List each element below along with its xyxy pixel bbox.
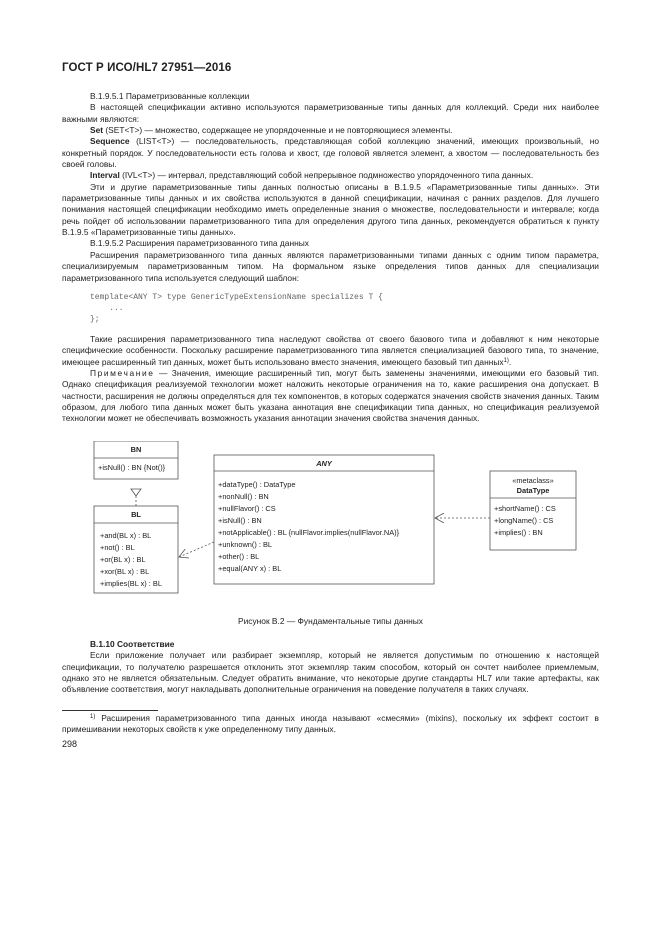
code-line: ...	[90, 303, 124, 313]
any-title: ANY	[316, 458, 332, 468]
dependency-any-bl	[179, 542, 214, 557]
heading-param-collections: В.1.9.5.1 Параметризованные коллекции	[90, 91, 250, 101]
datatype-stereotype: «metaclass»	[512, 475, 554, 485]
footnote	[62, 713, 599, 736]
footnote-mark: 1)	[90, 713, 96, 720]
class-bl	[94, 506, 178, 593]
page-header: ГОСТ Р ИСО/HL7 27951—2016	[62, 62, 232, 74]
paragraph-conformance: Если приложение получает или разбирает экземпляр, который не является допустимым по отношению к настоящей спецификации, то получателю разрешается отклонить этот экземпляр таким способом, который он сочтет наиболее приемлемым, однако это не является обязательным. Следует обратить внимание, что некоторые другие стандарты HL7 или такие артефакты, как объявление соответствия, могут накладывать дополнительные ограничения на поведение получателя в таких случаях.	[62, 650, 599, 695]
interval-desc: (IVL<T>) — интервал, представляющий собой непрерывное подмножество упорядоченного типа данных.	[119, 170, 534, 181]
section-heading-conformance: В.1.10 Соответствие	[90, 638, 175, 649]
note-label: Примечание	[90, 367, 155, 378]
footnote-ref: 1)	[503, 357, 509, 364]
page-number: 298	[62, 739, 78, 750]
heading-extensions: В.1.9.5.2 Расширения параметризованного типа данных	[90, 238, 309, 249]
datatype-op: +implies() : BN	[494, 527, 543, 537]
set-desc: (SET<T>) — множество, содержащее не упорядоченные и не повторяющиеся элементы.	[103, 125, 453, 136]
paragraph-sequence	[62, 136, 599, 170]
any-op: +other() : BL	[218, 551, 260, 561]
sequence-desc: (LIST<T>) — последовательность, представляющая собой коллекцию значений, имеющих произвольный, но конкретный порядок. У последовательности есть голова и хвост, где головой является элемент, а хвостом — последовательность без своей головы.	[62, 136, 599, 170]
term-interval: Interval	[90, 170, 120, 181]
bl-op: +implies(BL x) : BL	[100, 578, 162, 588]
bl-op: +or(BL x) : BL	[100, 554, 146, 564]
figure-caption: Рисунок В.2 — Фундаментальные типы данных	[238, 615, 423, 626]
datatype-op: +shortName() : CS	[494, 503, 556, 513]
code-line: template<ANY T> type GenericTypeExtensionName specializes T {	[90, 292, 383, 302]
paragraph-inheritance	[62, 334, 599, 368]
code-line: };	[90, 314, 100, 324]
note-text: — Значения, имеющие расширенный тип, могут быть заменены значениями, имеющими его базовый тип. Однако спецификация реализуемой технологии может наложить некоторые ограничения на то, какие расширения она допускает. В частности, расширения не должны определяться для тех компонентов, в которых содержатся значения свойств значения данных. Таким образом, для любого типа данных может быть указана аннотация вне спецификации типа данных, но спецификация реализуемой технологии может не обеспечивать возможность указания аннотации значения свойства значения данных.	[62, 367, 599, 424]
bl-op: +xor(BL x) : BL	[100, 566, 150, 576]
inheritance-end: .	[508, 356, 512, 367]
any-op: +dataType() : DataType	[218, 479, 296, 489]
footnote-text: Расширения параметризованного типа данных иногда называют «смесями» (mixins), поскольку их эффект состоит в примешивании некоторых свойств к уже определенному типу данных.	[62, 712, 599, 734]
term-set: Set	[90, 125, 104, 136]
bn-title: BN	[130, 444, 142, 454]
paragraph-note	[62, 368, 599, 425]
datatype-title: DataType	[516, 485, 550, 495]
footnote-divider	[62, 710, 158, 711]
class-datatype	[490, 471, 576, 550]
paragraph-intro: В настоящей спецификации активно используются параметризованные типы данных для коллекций. Среди них наиболее важными являются:	[62, 102, 599, 124]
term-sequence: Sequence	[90, 136, 130, 147]
document-body	[62, 91, 599, 751]
any-op: +nullFlavor() : CS	[218, 503, 276, 513]
bl-op: +and(BL x) : BL	[100, 530, 152, 540]
paragraph-extensions: Расширения параметризованного типа данных являются параметризованными типами данных с одним типом параметра, специализируемым параметризованным типом. На формальном языке определения типов данных для специализации параметризованного типа используется следующий шаблон:	[62, 249, 599, 283]
code-template	[90, 292, 599, 325]
paragraph-set	[62, 125, 599, 136]
bn-op: +isNull() : BN {Not()}	[98, 462, 166, 472]
uml-diagram	[90, 441, 582, 606]
datatype-op: +longName() : CS	[494, 515, 554, 525]
paragraph-interval	[62, 170, 599, 181]
any-op: +equal(ANY x) : BL	[218, 563, 282, 573]
any-op: +notApplicable() : BL {nullFlavor.implies(nullFlavor.NA)}	[218, 527, 400, 537]
inheritance-text: Такие расширения параметризованного типа наследуют свойства от своего базового типа и добавляют к ним некоторые специфические особенности. Поскольку расширение параметризованного типа является специализацией базового типа, то значение, имеющее расширенный тип данных, может быть использовано вместо значения, имеющего базовый тип данных	[62, 333, 599, 367]
class-bn	[94, 441, 178, 479]
paragraph-other-types: Эти и другие параметризованные типы данных полностью описаны в В.1.9.5 «Параметризованные типы данных». Эти параметризованные типы данных и их свойства используются в данной спецификации, начиная с ранних разделов. Для лучшего понимания настоящей спецификации необходимо иметь определенные знания о множестве, последовательности и интервале; когда речь пойдет об использовании параметризованного типа для определения другого типа данных, рекомендуется обратиться к пункту В.1.9.5 «Параметризованные типы данных».	[62, 181, 599, 238]
class-any	[214, 455, 434, 584]
any-op: +isNull() : BN	[218, 515, 262, 525]
bl-op: +not() : BL	[100, 542, 135, 552]
any-op: +nonNull() : BN	[218, 491, 269, 501]
any-op: +unknown() : BL	[218, 539, 273, 549]
bl-title: BL	[131, 509, 141, 519]
generalization-bl-bn	[131, 489, 141, 506]
